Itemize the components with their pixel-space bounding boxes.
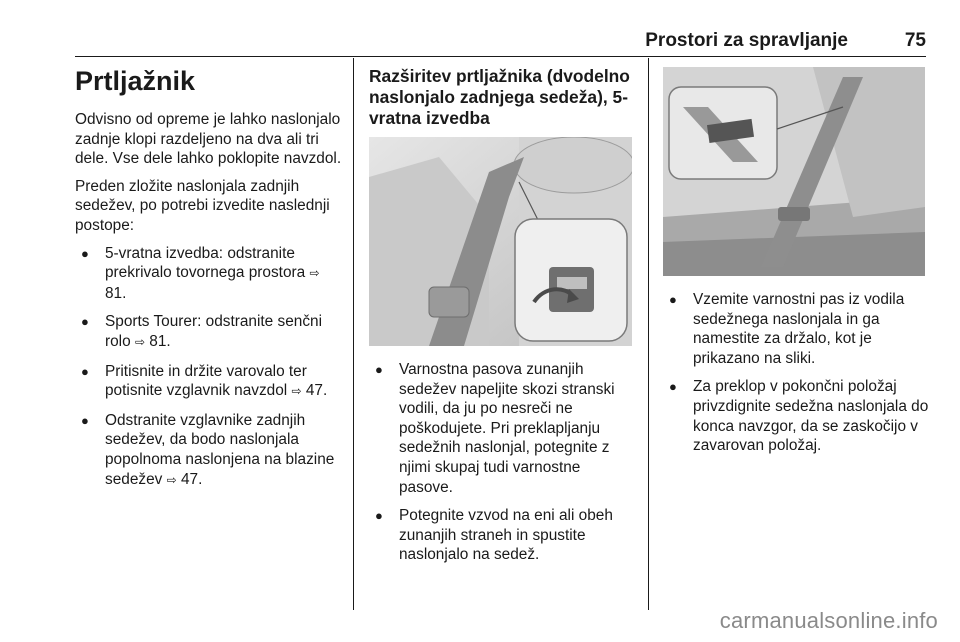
column-divider-1 <box>353 58 354 610</box>
page-reference[interactable]: 81. <box>105 284 127 302</box>
seat-belt-holder-illustration <box>663 67 925 276</box>
column-divider-2 <box>648 58 649 610</box>
middle-list-container <box>369 360 637 574</box>
right-list-container <box>663 290 931 465</box>
seat-belt-guide-illustration <box>369 137 632 346</box>
list-item <box>663 290 931 368</box>
section-title: Prostori za spravljanje <box>645 30 848 51</box>
reference-arrow-icon: ⇨ <box>134 334 146 349</box>
preparation-list <box>75 244 343 491</box>
list-item <box>75 362 343 402</box>
list-item-text: Sports Tourer: odstranite senčni rolo <box>105 313 323 350</box>
bullet-icon: ● <box>375 362 383 377</box>
page-number: 75 <box>904 30 926 51</box>
page-reference[interactable]: 47. <box>180 470 203 488</box>
fold-steps-list <box>369 360 637 565</box>
lead-paragraph: Preden zložite naslonjala zadnjih sedežev, po potrebi izvedite naslednji postope: <box>75 177 330 234</box>
bullet-icon: ● <box>375 508 383 524</box>
list-item-text: Za preklop v pokončni položaj privzdignite sedežna naslonjala do konca navzgor, da se zaskočijo v zavarovan položaj. <box>693 378 929 455</box>
belt-steps-list <box>663 290 931 456</box>
list-item-text: Vzemite varnostni pas iz vodila sedežnega naslonjala in ga namestite za držalo, kot je prikazano na sliki. <box>693 291 905 367</box>
list-item-text: Potegnite vzvod na eni ali obeh zunanjih straneh in spustite naslonjalo na sedež. <box>399 507 613 564</box>
page-reference[interactable]: 47. <box>305 382 328 400</box>
left-column <box>75 66 343 499</box>
bullet-icon: ● <box>81 314 89 330</box>
bullet-icon: ● <box>81 412 89 428</box>
bullet-icon: ● <box>669 292 677 307</box>
bullet-icon: ● <box>81 245 89 261</box>
page-reference[interactable]: 81. <box>149 332 171 350</box>
list-item <box>75 312 343 352</box>
section-heading: Prtljažnik <box>75 66 196 96</box>
watermark: carmanualsonline.info <box>719 608 938 633</box>
intro-paragraph: Odvisno od opreme je lahko naslonjalo zadnje klopi razdeljeno na dva ali tri dele. Vse dele lahko poklopite navzdol. <box>75 111 342 168</box>
list-item <box>369 360 637 497</box>
list-item-text: Odstranite vzglavnike zadnjih sedežev, da bodo naslonjala popolnoma naslonjena na blazine sedežev <box>105 411 335 488</box>
reference-arrow-icon: ⇨ <box>166 472 177 487</box>
bullet-icon: ● <box>81 363 89 379</box>
header-rule <box>75 56 926 57</box>
reference-arrow-icon: ⇨ <box>309 266 320 281</box>
list-item <box>663 377 931 455</box>
subsection-heading: Razširitev prtljažnika (dvodelno naslonjalo zadnjega sedeža), 5-vratna izvedba <box>369 66 630 128</box>
reference-arrow-icon: ⇨ <box>291 384 302 399</box>
list-item <box>75 244 343 304</box>
list-item-text: Pritisnite in držite varovalo ter potisnite vzglavnik navzdol <box>105 362 307 400</box>
list-item <box>369 506 637 565</box>
bullet-icon: ● <box>669 379 677 395</box>
list-item-text: 5-vratna izvedba: odstranite prekrivalo tovornega prostora <box>105 244 310 282</box>
middle-column <box>369 66 637 143</box>
list-item <box>75 411 343 490</box>
page-header <box>75 30 926 54</box>
list-item-text: Varnostna pasova zunanjih sedežev napeljite skozi stranski vodili, da ju po nesreči ne poškodujete. Pri preklapljanju sedežnih naslonjal, potegnite z njimi skupaj tudi varnostne pasove. <box>399 361 615 496</box>
